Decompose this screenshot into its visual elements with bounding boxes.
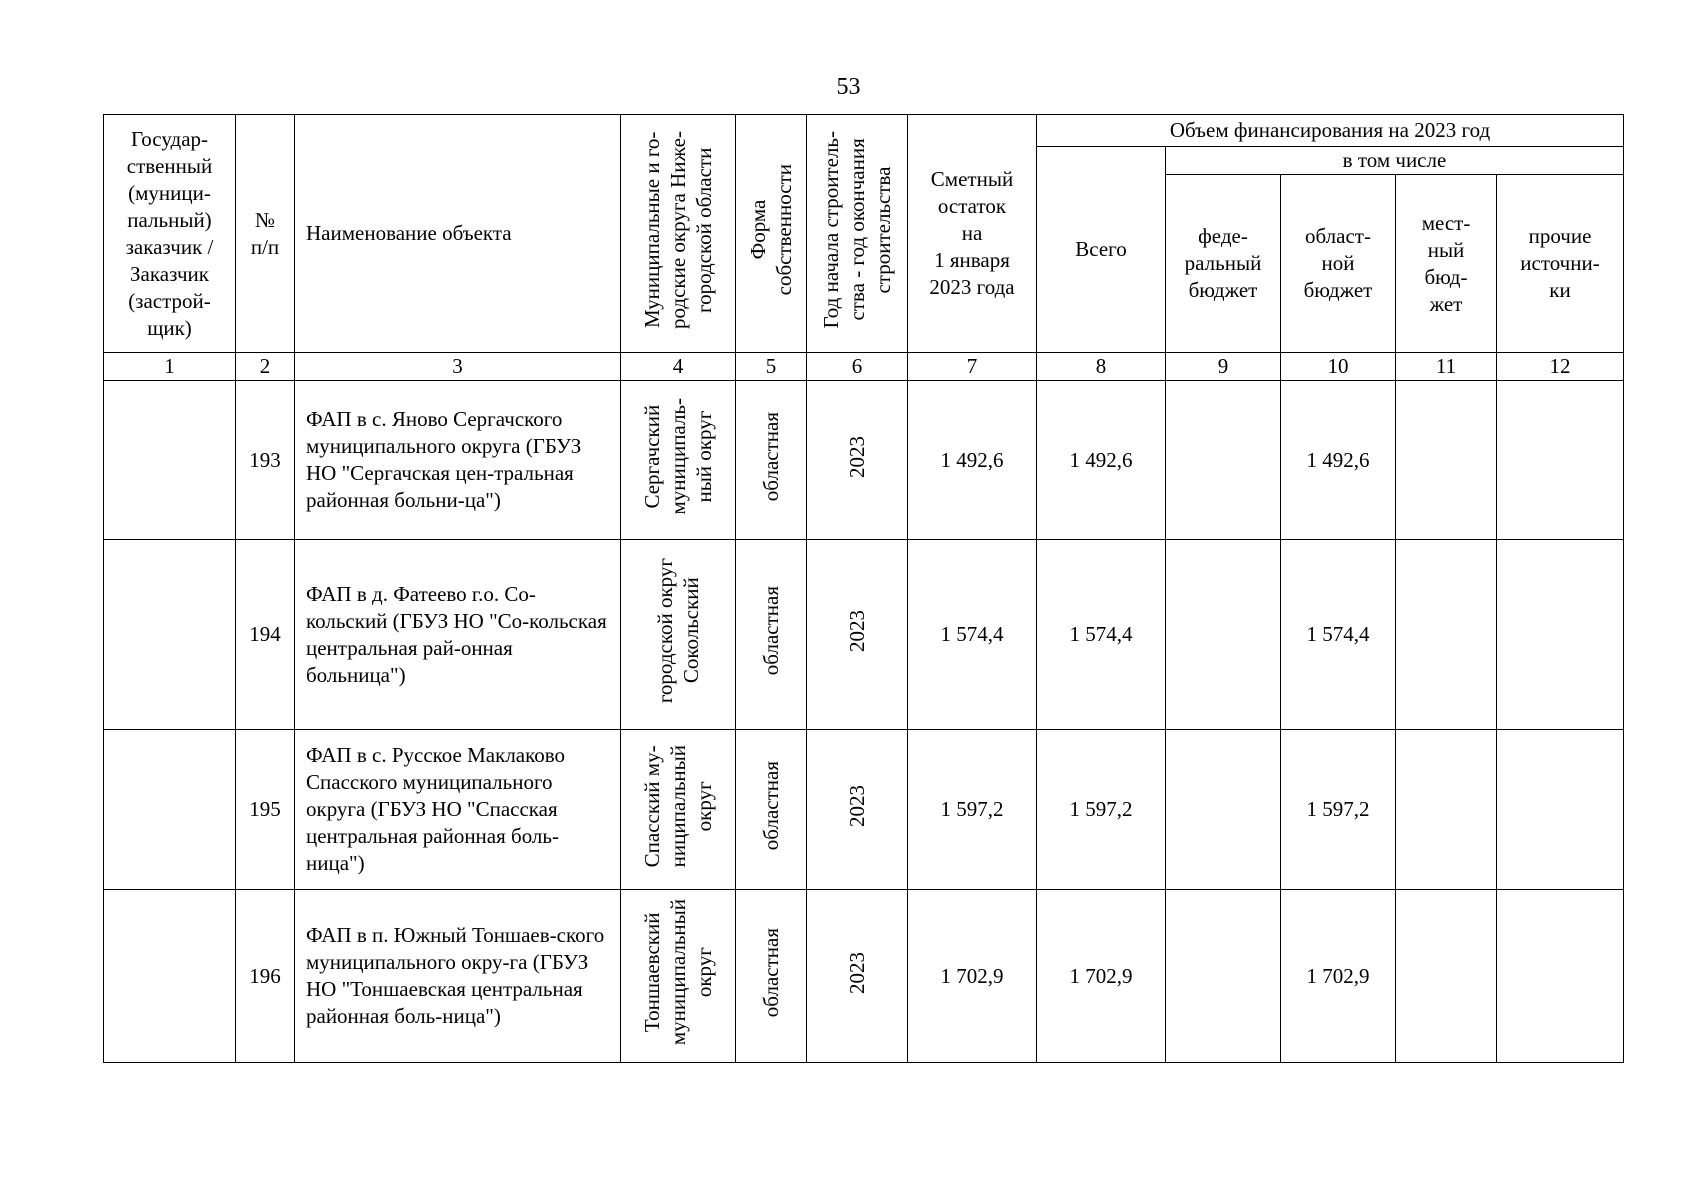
cell-other xyxy=(1497,730,1624,890)
header-ownership: Форма собственности xyxy=(736,115,807,353)
cell-number: 195 xyxy=(236,730,295,890)
cell-regional: 1 574,4 xyxy=(1281,540,1396,730)
header-total: Всего xyxy=(1037,147,1166,353)
cell-regional: 1 702,9 xyxy=(1281,890,1396,1063)
cell-other xyxy=(1497,381,1624,540)
header-local: мест- ный бюд- жет xyxy=(1396,175,1497,353)
cell-district: Тоншаевский муниципальный округ xyxy=(621,890,736,1063)
column-number: 3 xyxy=(295,353,621,381)
cell-district: Сергачский муниципаль- ный округ xyxy=(621,381,736,540)
cell-estimate: 1 597,2 xyxy=(908,730,1037,890)
cell-regional: 1 597,2 xyxy=(1281,730,1396,890)
table-header xyxy=(104,115,1624,381)
cell-local xyxy=(1396,540,1497,730)
table-row xyxy=(104,540,1624,730)
cell-years: 2023 xyxy=(807,381,908,540)
cell-object-name: ФАП в с. Яново Сергачского муниципального округа (ГБУЗ НО "Сергачская цен-тральная районная больни-ца") xyxy=(295,381,621,540)
cell-estimate: 1 574,4 xyxy=(908,540,1037,730)
cell-number: 193 xyxy=(236,381,295,540)
cell-customer xyxy=(104,730,236,890)
header-number: № п/п xyxy=(236,115,295,353)
cell-district: городской округ Сокольский xyxy=(621,540,736,730)
header-including: в том числе xyxy=(1166,147,1624,175)
column-number: 8 xyxy=(1037,353,1166,381)
header-funding: Объем финансирования на 2023 год xyxy=(1037,115,1624,147)
financing-table xyxy=(103,114,1624,1063)
header-object-name: Наименование объекта xyxy=(295,115,621,353)
header-estimate: Сметный остаток на 1 января 2023 года xyxy=(908,115,1037,353)
table-row xyxy=(104,730,1624,890)
cell-federal xyxy=(1166,730,1281,890)
cell-local xyxy=(1396,381,1497,540)
column-number: 2 xyxy=(236,353,295,381)
page-number: 53 xyxy=(836,74,861,100)
cell-regional: 1 492,6 xyxy=(1281,381,1396,540)
cell-years: 2023 xyxy=(807,730,908,890)
cell-customer xyxy=(104,381,236,540)
cell-total: 1 597,2 xyxy=(1037,730,1166,890)
column-number: 4 xyxy=(621,353,736,381)
column-number: 12 xyxy=(1497,353,1624,381)
column-number: 10 xyxy=(1281,353,1396,381)
cell-object-name: ФАП в с. Русское Маклаково Спасского муниципального округа (ГБУЗ НО "Спасская центральная районная боль-ница") xyxy=(295,730,621,890)
cell-object-name: ФАП в д. Фатеево г.о. Со-кольский (ГБУЗ НО "Со-кольская центральная рай-онная больница") xyxy=(295,540,621,730)
cell-customer xyxy=(104,890,236,1063)
cell-other xyxy=(1497,890,1624,1063)
header-other: прочие источни- ки xyxy=(1497,175,1624,353)
cell-district: Спасский му- ниципальный округ xyxy=(621,730,736,890)
table-body xyxy=(104,381,1624,1063)
cell-total: 1 492,6 xyxy=(1037,381,1166,540)
header-federal: феде- ральный бюджет xyxy=(1166,175,1281,353)
cell-local xyxy=(1396,890,1497,1063)
header-customer: Государ- ственный (муници- пальный) заказчик / Заказчик (застрой- щик) xyxy=(104,115,236,353)
column-number-row xyxy=(104,353,1624,381)
cell-number: 194 xyxy=(236,540,295,730)
cell-object-name: ФАП в п. Южный Тоншаев-ского муниципального окру-га (ГБУЗ НО "Тоншаевская центральная районная боль-ница") xyxy=(295,890,621,1063)
cell-total: 1 702,9 xyxy=(1037,890,1166,1063)
cell-customer xyxy=(104,540,236,730)
column-number: 7 xyxy=(908,353,1037,381)
column-number: 1 xyxy=(104,353,236,381)
header-regional: област- ной бюджет xyxy=(1281,175,1396,353)
cell-ownership: областная xyxy=(736,381,807,540)
header-district: Муниципальные и го- родские округа Ниже- городской области xyxy=(621,115,736,353)
column-number: 5 xyxy=(736,353,807,381)
table-row xyxy=(104,381,1624,540)
header-years: Год начала строитель- ства - год окончания строительства xyxy=(807,115,908,353)
table-row xyxy=(104,890,1624,1063)
cell-years: 2023 xyxy=(807,540,908,730)
column-number: 9 xyxy=(1166,353,1281,381)
cell-federal xyxy=(1166,890,1281,1063)
column-number: 6 xyxy=(807,353,908,381)
cell-total: 1 574,4 xyxy=(1037,540,1166,730)
cell-ownership: областная xyxy=(736,540,807,730)
cell-federal xyxy=(1166,381,1281,540)
column-number: 11 xyxy=(1396,353,1497,381)
cell-federal xyxy=(1166,540,1281,730)
cell-estimate: 1 492,6 xyxy=(908,381,1037,540)
cell-number: 196 xyxy=(236,890,295,1063)
cell-years: 2023 xyxy=(807,890,908,1063)
cell-local xyxy=(1396,730,1497,890)
cell-ownership: областная xyxy=(736,890,807,1063)
cell-ownership: областная xyxy=(736,730,807,890)
cell-estimate: 1 702,9 xyxy=(908,890,1037,1063)
cell-other xyxy=(1497,540,1624,730)
